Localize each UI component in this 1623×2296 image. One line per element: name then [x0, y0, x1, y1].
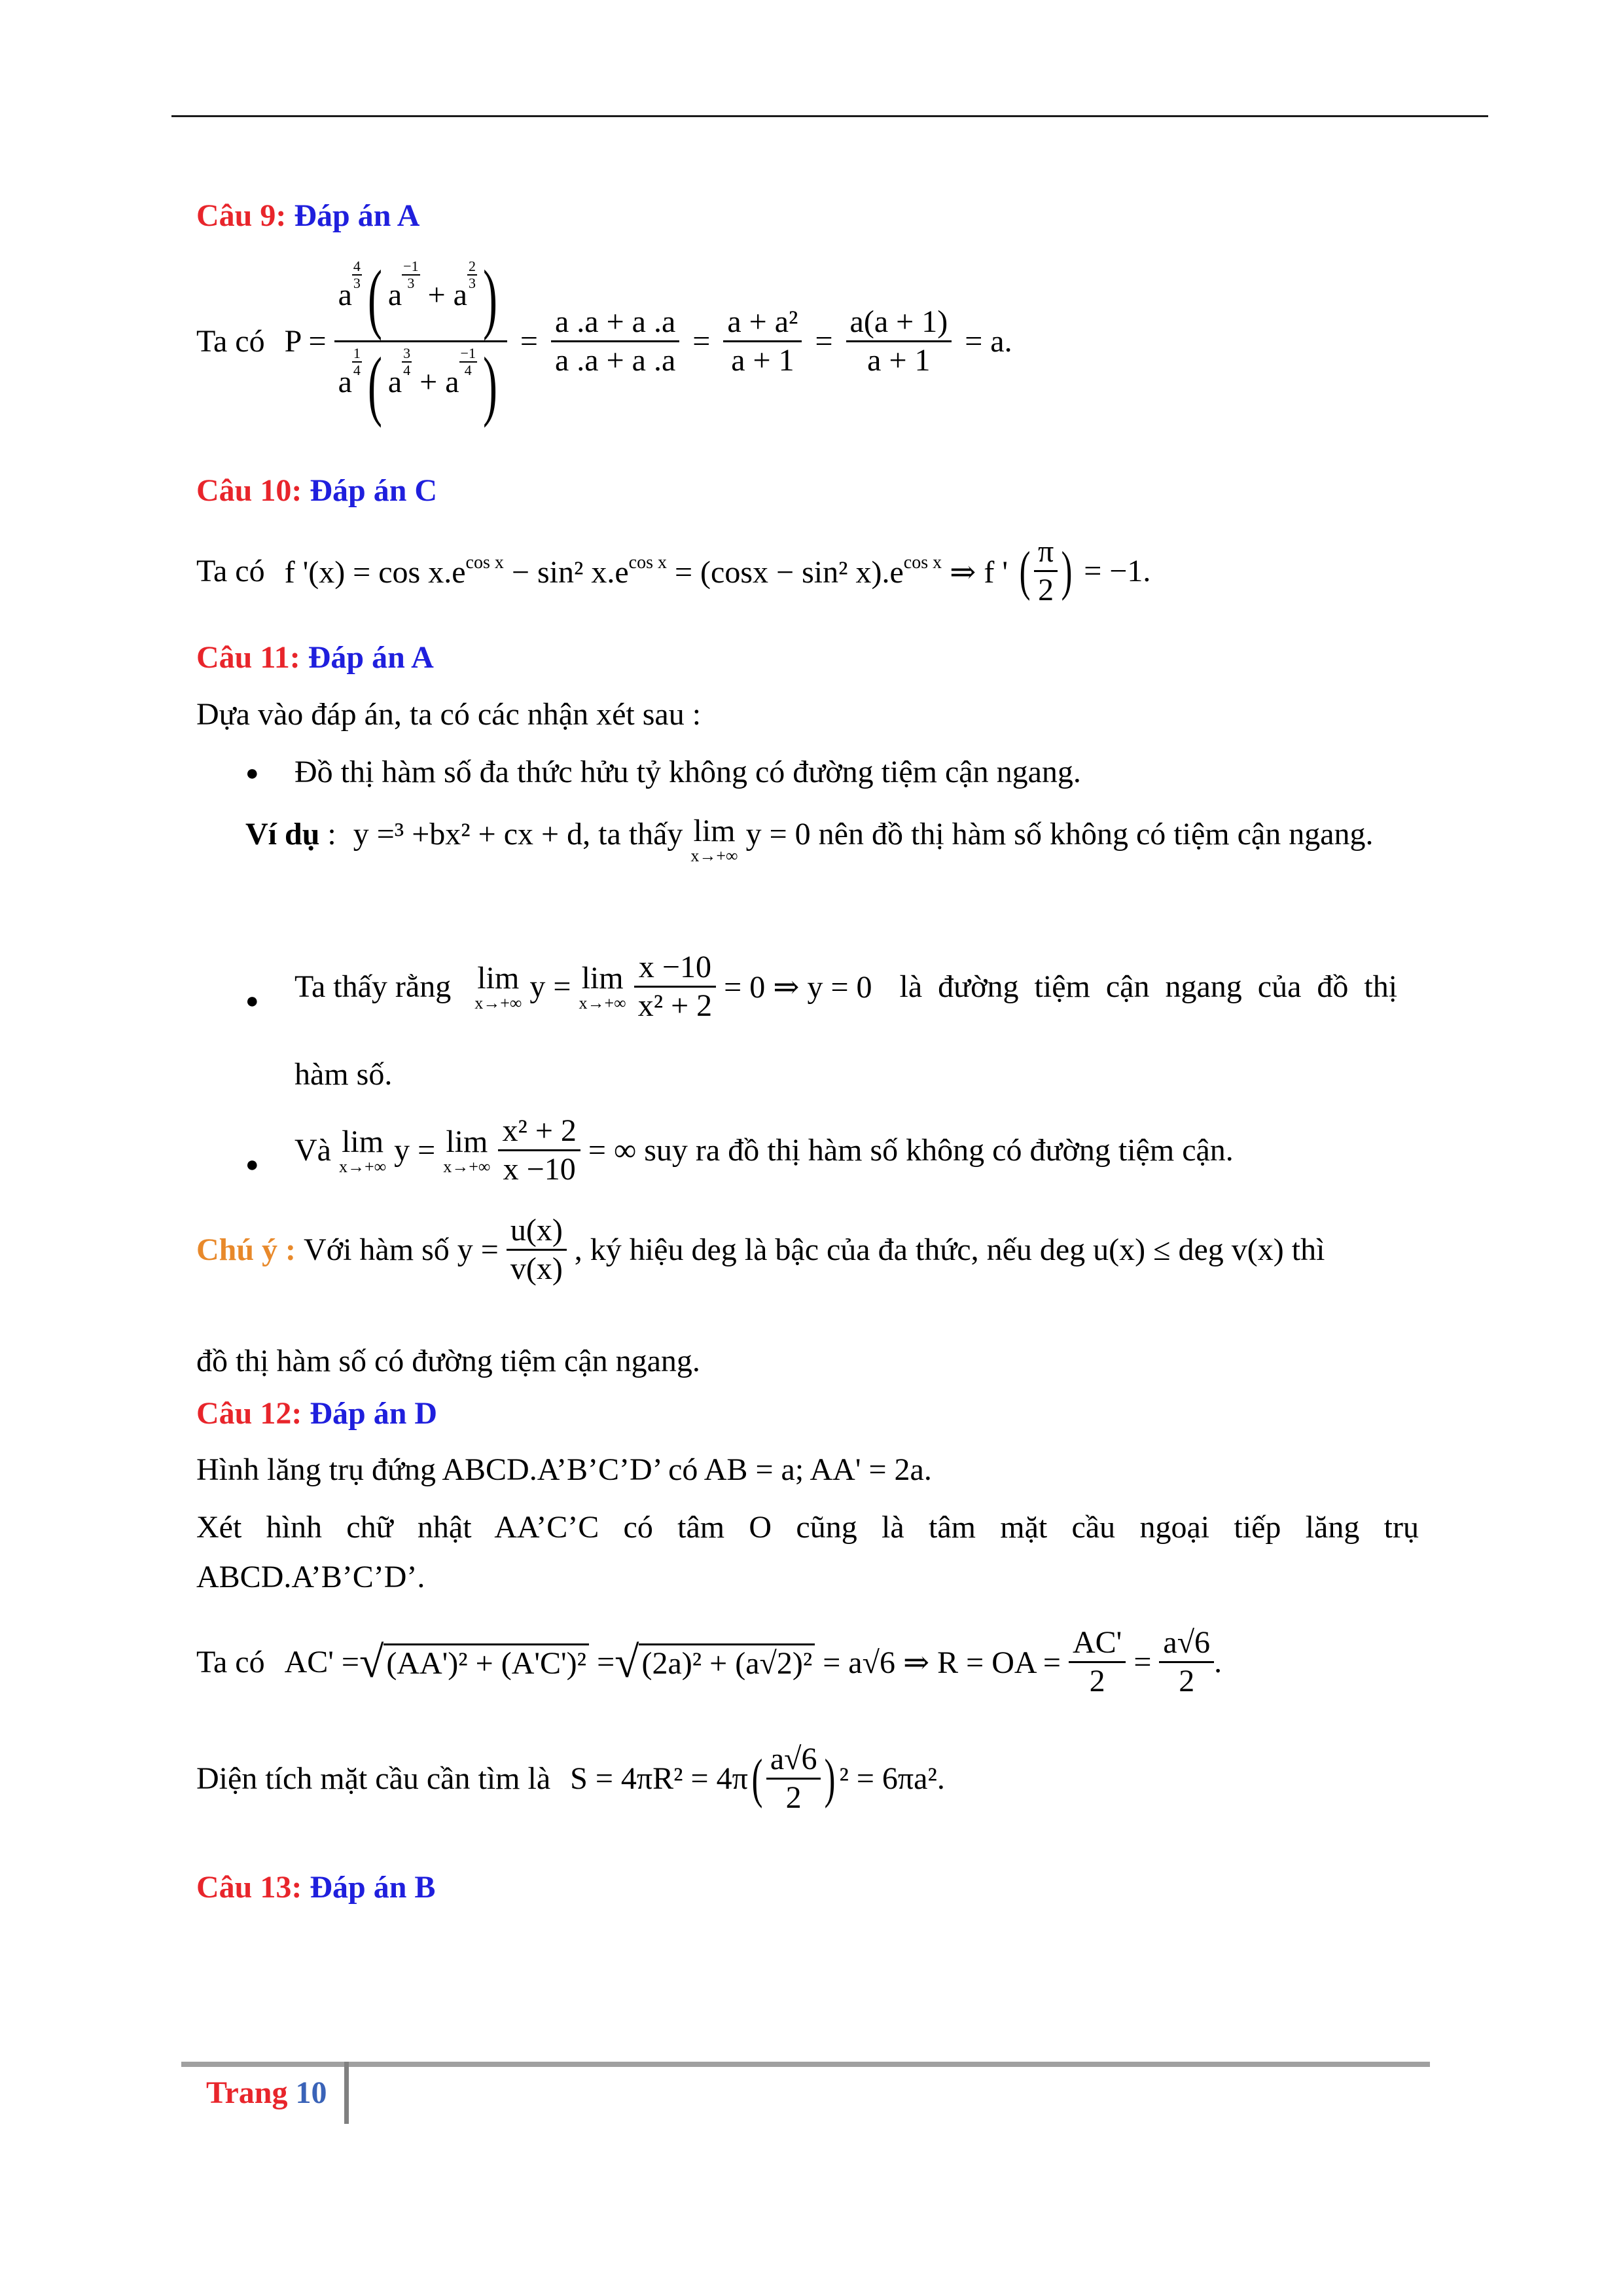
q10-exp2: cos x — [628, 552, 667, 573]
lim-sub: x→+∞ — [443, 1157, 491, 1176]
q9-answer: Đáp án A — [294, 198, 420, 233]
q9-fraction-2 — [551, 304, 679, 379]
q12-l4-f1-den: 2 — [1089, 1664, 1105, 1698]
q12-l5-rparen: ) — [825, 1748, 836, 1809]
q11-example-expr: y =³ +bx² + cx + d, — [353, 817, 591, 852]
q11-bullet-3: Và lim x→+∞ y = lim x→+∞ $\frac{\text{x² + 2}}{x -10}$ = ∞ suy ra đồ thị hàm số không có đường tiệm cận. — [294, 1113, 1234, 1187]
q11-b3-lead: Và — [294, 1133, 331, 1168]
q12-l4-fraction-2 — [1159, 1624, 1214, 1700]
q12-line-3: ABCD.A’B’C’D’. — [196, 1560, 425, 1594]
q12-l5-fraction — [766, 1741, 821, 1816]
lim-word: lim — [581, 960, 624, 996]
q10-heading — [196, 471, 437, 511]
q11-bullet-2: Ta thấy rằng lim x→+∞ y = lim x→+∞ $\frac{x -10}{\text{x² + 2}}$ = 0 ⇒ y = 0 là đường tiệm cận ngang của đồ thị — [294, 950, 1398, 1023]
q11-note-text-a: Với hàm số — [304, 1232, 450, 1267]
q11-example-y0: y = 0 — [745, 817, 811, 852]
q10-answer: Đáp án C — [310, 473, 438, 508]
q9-lead: Ta có — [196, 324, 265, 359]
q12-l4-f1-num: AC' — [1069, 1624, 1126, 1663]
bullet-icon: ● — [245, 989, 259, 1013]
q11-b3-lim1 — [339, 1126, 386, 1175]
q10-pi-num: π — [1034, 533, 1058, 572]
q12-formula-2 — [196, 1741, 945, 1816]
q9-result: = a. — [965, 324, 1012, 359]
q10-exp3: cos x — [903, 552, 942, 573]
q11-b2-lim2 — [579, 962, 626, 1012]
q11-heading — [196, 638, 434, 677]
q12-l4-sqrt2: (2a)² + (a√2)² — [639, 1643, 815, 1681]
q9-formula: Ta có P = a $\frac{4}{3}$ ( a $\frac{-1}{3}$ + a $\frac{2}{3}$ ) a $\frac{1}{4}$ ( a $\frac{3}{4}$ + a $\frac{-1}{4}$ ) = $\frac{a .a + a .a}{a .a + a .a}$ = $\frac{\text{a + a²}}{a + 1}$ = $\frac{a(a + 1)}{a + 1}$ = a. — [196, 254, 1012, 428]
lim-word: lim — [477, 960, 520, 996]
q9-lparen-2: ( — [367, 341, 382, 428]
q9-heading — [196, 196, 419, 236]
q9-lparen: ( — [367, 254, 382, 341]
q10-exp1: cos x — [465, 552, 504, 573]
q12-formula-1: Ta có AC' =√(AA')² + (A'C')² =√(2a)² + (a√2)² = a√6 ⇒ R = OA = $\frac{AC'}{2}$ = $\frac{a√6}{2}$ . — [196, 1625, 1222, 1698]
q10-pi-fraction — [1034, 533, 1058, 609]
q12-l5-a: S = 4πR² = 4π — [570, 1761, 748, 1796]
q9-exp-3-4: $\frac{3}{4}$ — [403, 345, 411, 379]
q13-answer: Đáp án B — [310, 1870, 436, 1905]
q12-l5-den: 2 — [785, 1780, 802, 1815]
q9-fraction-3 — [723, 304, 802, 379]
lim-word: lim — [342, 1124, 384, 1159]
q11-label: Câu 11: — [196, 640, 300, 675]
q11-note-deg: deg u(x) ≤ deg v(x) — [1039, 1232, 1284, 1267]
footer-rule — [181, 2062, 1430, 2067]
q12-answer: Đáp án D — [310, 1396, 438, 1431]
header-rule — [171, 115, 1488, 117]
q12-l4-eq: = — [597, 1645, 615, 1679]
q12-l4-f2-den: 2 — [1179, 1664, 1195, 1698]
q9-exp-2-3: $\frac{2}{3}$ — [468, 258, 476, 292]
q11-b3-result: = ∞ — [588, 1133, 637, 1168]
q11-example-text2: nên đồ thị hàm số không có tiệm cận ngang. — [810, 817, 1374, 852]
q11-b2-text: là đường tiệm cận ngang của đồ thị — [899, 969, 1398, 1004]
q10-mid: − sin² x.e — [503, 554, 629, 590]
q11-b3-num: x² + 2 — [498, 1113, 580, 1151]
q11-b2-lead: Ta thấy rằng — [294, 969, 452, 1004]
q11-b2-continuation: hàm số. — [294, 1057, 393, 1092]
q11-b2-num: x −10 — [634, 949, 716, 988]
q11-b3-text: suy ra đồ thị hàm số không có đường tiệm cận. — [644, 1133, 1234, 1168]
q9-f2-den: a .a + a .a — [555, 343, 676, 378]
q10-formula — [196, 533, 1150, 609]
q9-lhs: P = — [284, 324, 327, 359]
q10-tail: ⇒ f ' — [942, 554, 1008, 590]
page-footer — [206, 2075, 327, 2111]
q9-exp-1-4: $\frac{1}{4}$ — [353, 345, 361, 379]
q9-f4-den: a + 1 — [867, 343, 931, 378]
q12-l4-b: = a√6 ⇒ R = OA = — [823, 1645, 1061, 1680]
bullet-icon: ● — [245, 761, 259, 785]
q11-b2-fraction — [634, 949, 716, 1024]
q12-line-2: Xét hình chữ nhật AA’C’C có tâm O cũng là tâm mặt cầu ngoại tiếp lăng trụ — [196, 1510, 1419, 1545]
q11-note: Chú ý : Với hàm số y = $\frac{u(x)}{v(x)}$ , ký hiệu deg là bậc của đa thức, nếu deg u(x) ≤ deg v(x) thì — [196, 1213, 1325, 1286]
q11-answer: Đáp án A — [308, 640, 434, 675]
lim-word: lim — [693, 814, 736, 848]
q9-f1-base: a — [338, 278, 352, 313]
q11-note-num: u(x) — [507, 1212, 567, 1251]
q10-lparen: ( — [1019, 540, 1031, 601]
q11-intro: Dựa vào đáp án, ta có các nhận xét sau : — [196, 697, 702, 732]
lim-sub: x→+∞ — [338, 1157, 387, 1176]
q11-example-lim — [690, 815, 738, 865]
footer-label: Trang — [206, 2075, 288, 2110]
footer-divider — [344, 2062, 349, 2124]
q11-example-colon: : — [319, 817, 336, 852]
q12-l5-lparen: ( — [751, 1748, 763, 1809]
q11-example-label: Ví dụ — [245, 817, 320, 852]
q12-heading — [196, 1394, 437, 1433]
q10-rparen: ) — [1061, 540, 1073, 601]
q9-f2-num: a .a + a .a — [551, 304, 679, 342]
q13-label: Câu 13: — [196, 1870, 302, 1905]
q11-b2-result: = 0 ⇒ y = 0 — [724, 969, 872, 1005]
q9-label: Câu 9: — [196, 198, 287, 233]
q10-mid2: = (cosx − sin² x).e — [666, 554, 904, 590]
q12-l4-fraction-1 — [1069, 1624, 1126, 1700]
q9-f4-num: a(a + 1) — [846, 304, 952, 342]
q9-rparen: ) — [482, 254, 497, 341]
q10-pi-den: 2 — [1038, 573, 1054, 607]
q9-fraction-1: a $\frac{4}{3}$ ( a $\frac{-1}{3}$ + a $\frac{2}{3}$ ) a $\frac{1}{4}$ ( a $\frac{3}{4}$ + a $\frac{-1}{4}$ ) — [334, 255, 507, 427]
q11-note-continuation: đồ thị hàm số có đường tiệm cận ngang. — [196, 1344, 700, 1378]
q11-note-den: v(x) — [510, 1251, 563, 1286]
q9-f3-den: a + 1 — [731, 343, 794, 378]
q12-l4-lead: Ta có — [196, 1645, 265, 1679]
q11-note-text-b: , ký hiệu deg là bậc của đa thức, nếu — [574, 1232, 1032, 1267]
q12-l4-a: AC' = — [284, 1645, 359, 1679]
q10-lead: Ta có — [196, 554, 265, 588]
q9-rparen-2: ) — [482, 341, 497, 428]
q12-label: Câu 12: — [196, 1396, 302, 1431]
lim-word: lim — [446, 1124, 488, 1159]
q10-result: = −1. — [1084, 554, 1151, 588]
lim-sub: x→+∞ — [474, 993, 522, 1013]
q9-f1-den-base: a — [338, 365, 352, 400]
q9-exp-4-3: $\frac{4}{3}$ — [353, 258, 361, 292]
q11-b3-lim2 — [443, 1126, 490, 1175]
q9-fraction-4 — [846, 304, 952, 379]
bullet-icon: ● — [245, 1153, 259, 1177]
q12-l5-b: ² = 6πa². — [839, 1761, 945, 1796]
q9-exp-neg-1-3: $\frac{-1}{3}$ — [403, 258, 419, 292]
q11-note-label: Chú ý : — [196, 1232, 296, 1267]
q10-expr: f '(x) = cos x.e — [284, 554, 466, 590]
q11-example — [245, 815, 1374, 865]
lim-sub: x→+∞ — [690, 846, 738, 865]
q9-f3-num: a + a² — [723, 304, 802, 342]
q12-l5-lead: Diện tích mặt cầu cần tìm là — [196, 1761, 551, 1796]
q10-label: Câu 10: — [196, 473, 302, 508]
q11-b2-den: x² + 2 — [637, 988, 713, 1023]
page-number: 10 — [295, 2075, 327, 2110]
q12-l4-sqrt1: (AA')² + (A'C')² — [383, 1643, 589, 1681]
q12-l5-num: a√6 — [766, 1741, 821, 1780]
q9-exp-neg-1-4: $\frac{-1}{4}$ — [460, 345, 476, 379]
q11-example-text1: ta thấy — [590, 817, 691, 852]
q12-line-1: Hình lăng trụ đứng ABCD.A’B’C’D’ có AB = a; AA' = 2a. — [196, 1452, 932, 1487]
q13-heading — [196, 1868, 435, 1907]
q11-bullet-1: Đồ thị hàm số đa thức hửu tỷ không có đường tiệm cận ngang. — [294, 755, 1081, 789]
q11-note-text-c: thì — [1291, 1232, 1325, 1267]
q11-b3-den: x −10 — [503, 1152, 576, 1187]
q11-b3-fraction — [498, 1113, 580, 1188]
q12-l4-f2-num: a√6 — [1159, 1624, 1214, 1663]
lim-sub: x→+∞ — [579, 993, 626, 1013]
q11-b2-lim1 — [474, 962, 522, 1012]
q11-note-fraction — [507, 1212, 567, 1287]
